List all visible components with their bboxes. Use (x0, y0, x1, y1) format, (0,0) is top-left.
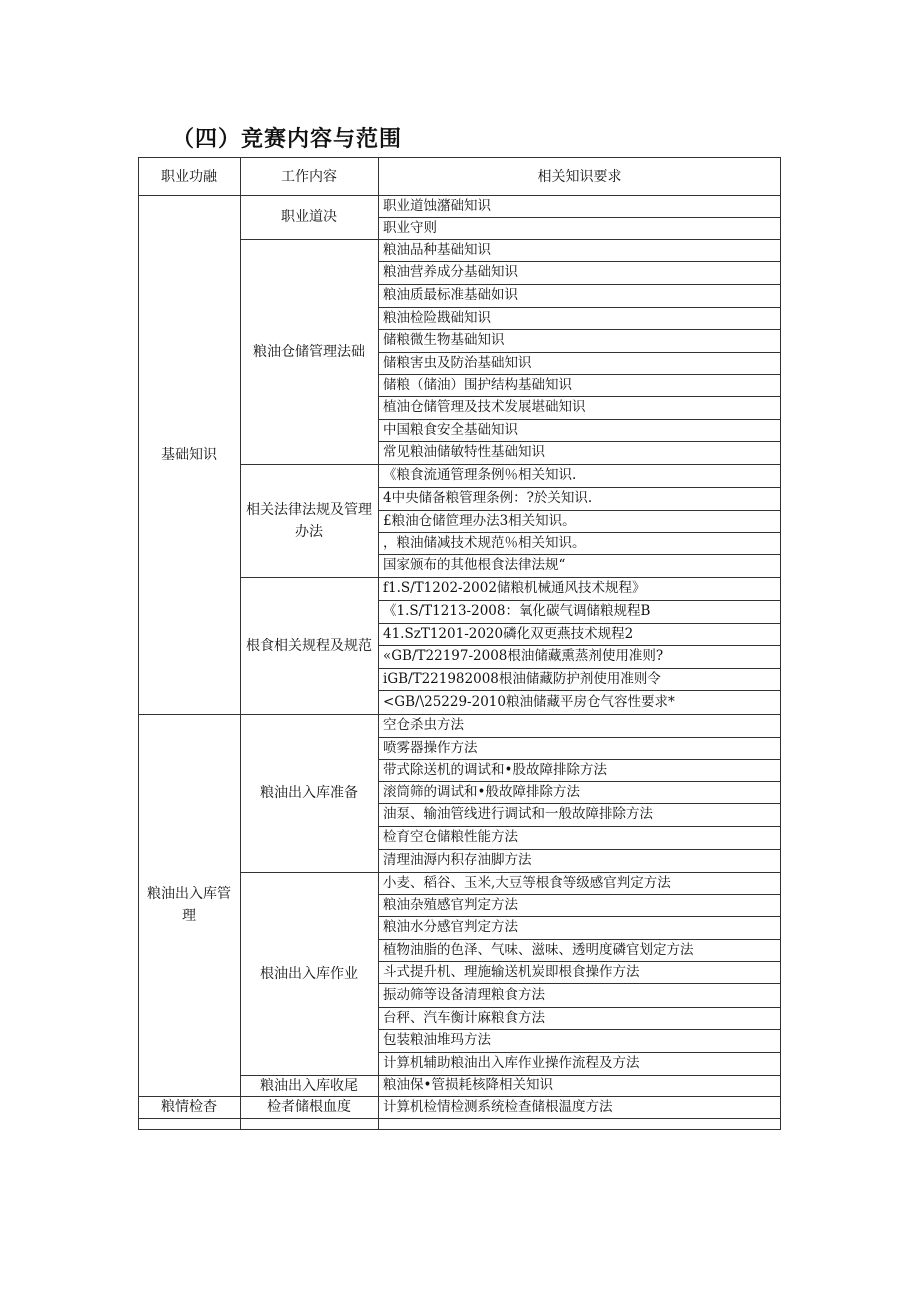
knowledge-item: ，粮油储减技术规范％相关知识。 (383, 535, 586, 551)
knowledge-item: 职业道蚀潴础知识 (383, 198, 491, 214)
work-content-cell: 根食相关规程及规范 (246, 637, 372, 654)
knowledge-item: 中国粮食安全基础知识 (383, 422, 518, 438)
knowledge-item: 油泵、输油管线进行调试和一般故障排除方法 (383, 806, 653, 822)
knowledge-item: 职业守则 (383, 220, 437, 236)
knowledge-item: 计算机检情检测系统检查储根温度方法 (383, 1099, 613, 1115)
knowledge-item: iGB/T221982008根油储藏防护剂使用准则令 (383, 671, 661, 687)
knowledge-item: 植物油脂的色泽、气味、滋味、透明度磷官划定方法 (383, 942, 694, 958)
work-content-cell: 粮油仓储管理法础 (253, 343, 365, 360)
group-divider (240, 1118, 378, 1119)
knowledge-item: 4中央储备粮管理条例：?於关知识. (383, 490, 593, 506)
header-col-knowledge: 相关知识要求 (537, 169, 622, 185)
table-border-left (138, 157, 139, 1130)
knowledge-item: 储粮害虫及防治基础知识 (383, 355, 532, 371)
knowledge-item: 粮油保•管损耗核降相关知识 (383, 1077, 553, 1093)
knowledge-item: 植油仓储管理及技术发展堪础知识 (383, 399, 586, 415)
work-content-cell: 相关法律法规及管理办法 (246, 501, 372, 540)
knowledge-item: 常见粮油储敏特性基础知识 (383, 444, 545, 460)
knowledge-item: 包装粮油堆玛方法 (383, 1032, 491, 1048)
knowledge-item: 粮油杂殖感官判定方法 (383, 897, 518, 913)
knowledge-item: £粮油仓储笸理办法3相关知识。 (383, 513, 576, 529)
work-content-cell: 根油出入库作业 (260, 965, 358, 982)
knowledge-item: 《粮食流通管理条例％相关知识. (383, 467, 577, 483)
knowledge-item: <GB/\25229-2010粮油储藏平房仓气容性要求* (383, 694, 675, 710)
table-border-right (780, 157, 781, 1130)
knowledge-item: 国家颁布的其他根食法律法规“ (383, 557, 566, 573)
knowledge-item: 清理油溽内积存油脚方法 (383, 852, 532, 868)
work-content-cell: 职业道决 (281, 209, 337, 225)
work-content-cell: 粮油出入库收尾 (260, 1077, 358, 1094)
row-divider (378, 1118, 781, 1119)
work-content-cell: 检者储根血度 (267, 1099, 351, 1115)
function-cell: 粮油出入库管理 (147, 886, 231, 924)
knowledge-item: «GB/T22197-2008根油储藏熏蒸剂使用准则? (383, 648, 664, 664)
knowledge-item: 41.SzT1201-2020磷化双更燕技术规程2 (383, 626, 634, 642)
column-divider (240, 157, 241, 1130)
competition-content-table (138, 157, 781, 1130)
knowledge-item: 带式除送机的调试和•股故障排除方法 (383, 762, 607, 778)
table-border-bottom (138, 1129, 781, 1130)
knowledge-item: 台秤、汽车衡计麻粮食方法 (383, 1010, 545, 1026)
knowledge-item: 粮油营养成分基础知识 (383, 264, 518, 280)
knowledge-item: 喷雾器操作方法 (383, 740, 478, 756)
knowledge-item: 振动筛等设备清理粮食方法 (383, 987, 545, 1003)
header-col-function: 职业功融 (161, 169, 217, 185)
knowledge-item: 储粮（储油）围护结构基础知识 (383, 377, 572, 393)
work-content-cell: 粮油出入库准备 (260, 785, 358, 801)
knowledge-item: f1.S/T1202-2002储粮机械通风技术规程》 (383, 580, 646, 596)
knowledge-item: 计算机辅助粮油出入库作业操作流程及方法 (383, 1055, 640, 1071)
header-col-work: 工作内容 (281, 169, 337, 185)
section-title: （四）竞赛内容与范围 (172, 127, 403, 152)
knowledge-item: 粮油检险戡础知识 (383, 310, 491, 326)
knowledge-item: 储粮微生物基础知识 (383, 332, 505, 348)
knowledge-item: 粮油质最标准基础如识 (383, 287, 518, 303)
knowledge-item: 粮油品种基础知识 (383, 242, 491, 258)
section-divider (138, 1118, 240, 1119)
function-cell: 粮情检杳 (161, 1099, 217, 1115)
knowledge-item: 斗式提升机、理施输送机炭即根食操作方法 (383, 964, 640, 980)
table-border-top (138, 157, 781, 158)
knowledge-item: 粮油水分感官判定方法 (383, 919, 518, 935)
knowledge-item: 《1.S/T1213-2008：氧化碳气调储粮规程B (383, 603, 651, 619)
knowledge-item: 小麦、稻谷、玉米,大豆等根食等级感官判定方法 (383, 875, 671, 891)
knowledge-item: 空仓杀虫方法 (383, 717, 464, 733)
knowledge-item: 滚筒筛的调试和•般故障排除方法 (383, 784, 580, 800)
knowledge-item: 检育空仓储粮性能方法 (383, 829, 518, 845)
function-cell: 基础知识 (161, 446, 217, 463)
